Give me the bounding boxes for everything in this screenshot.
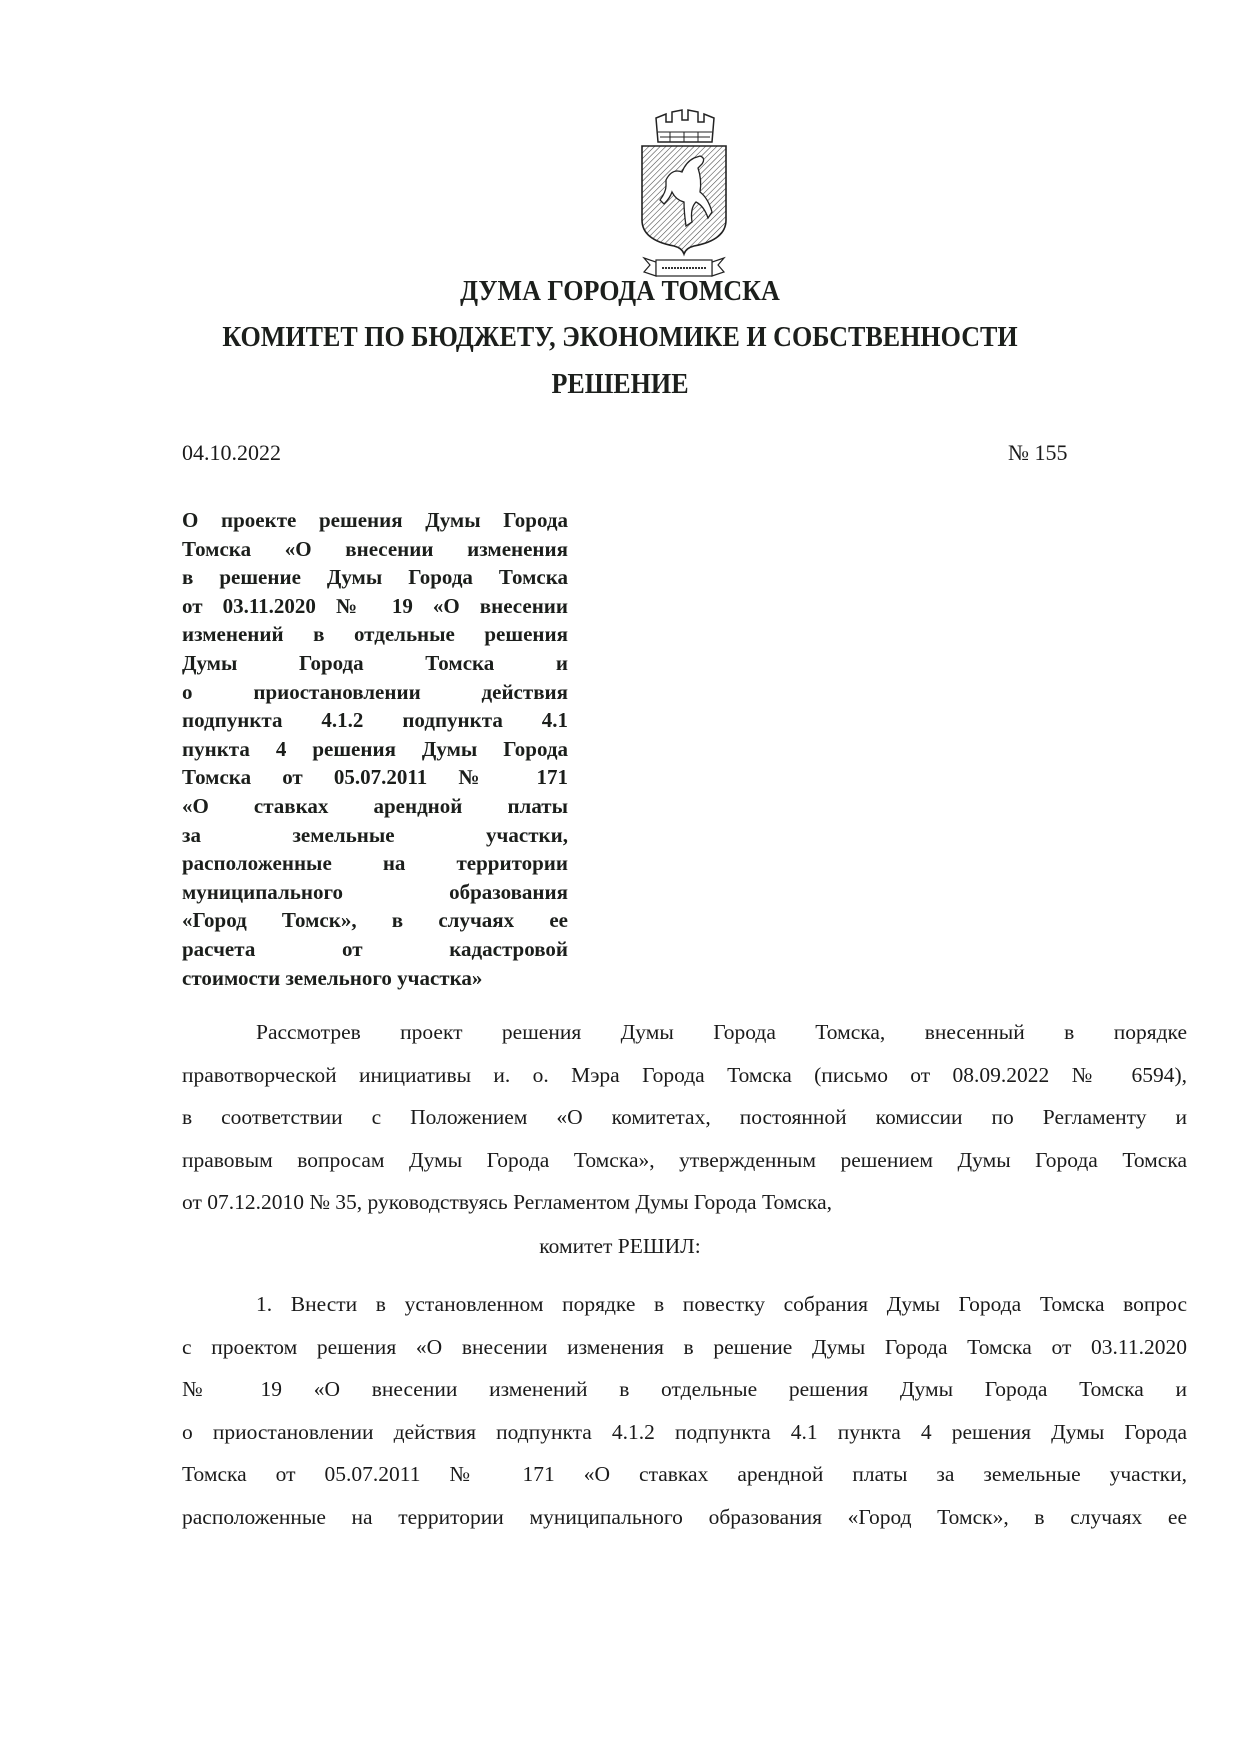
paragraph-line: правовым вопросам Думы Города Томска», утвержденным решением Думы Города Томска [182, 1147, 1187, 1172]
subject-line: «Город Томск», в случаях ее [182, 908, 568, 933]
paragraph-line: Томска от 05.07.2011 № 171 «О ставках арендной платы за земельные участки, [182, 1462, 1187, 1487]
resolved-label: комитет РЕШИЛ: [539, 1234, 701, 1258]
preamble-paragraph [182, 1011, 1187, 1224]
paragraph-line: с проектом решения «О внесении изменения в решение Думы Города Томска от 03.11.2020 [182, 1334, 1187, 1359]
subject-line: расчета от кадастровой [182, 936, 568, 961]
paragraph-line: Рассмотрев проект решения Думы Города Томска, внесенный в порядке [256, 1020, 1187, 1044]
committee-title: КОМИТЕТ ПО БЮДЖЕТУ, ЭКОНОМИКЕ И СОБСТВЕННОСТИ [222, 322, 1018, 353]
subject-line: стоимости земельного участка» [182, 965, 483, 990]
paragraph-line: 1. Внести в установленном порядке в повестку собрания Думы Города Томска вопрос [256, 1292, 1187, 1316]
document-number: № 155 [1008, 440, 1068, 465]
subject-line: от 03.11.2020 № 19 «О внесении [182, 593, 568, 618]
subject-line: изменений в отдельные решения [182, 622, 568, 647]
document-date: 04.10.2022 [182, 440, 281, 465]
subject-line: «О ставках арендной платы [182, 793, 568, 818]
coat-of-arms-icon [636, 108, 732, 280]
paragraph-line: о приостановлении действия подпункта 4.1.2 подпункта 4.1 пункта 4 решения Думы Города [182, 1419, 1187, 1444]
subject-line: Думы Города Томска и [182, 650, 568, 675]
subject-line: подпункта 4.1.2 подпункта 4.1 [182, 708, 568, 733]
paragraph-line: в соответствии с Положением «О комитетах, постоянной комиссии по Регламенту и [182, 1105, 1187, 1130]
document-type-title: РЕШЕНИЕ [551, 369, 689, 400]
paragraph-line: от 07.12.2010 № 35, руководствуясь Регламентом Думы Города Томска, [182, 1190, 833, 1215]
organization-title: ДУМА ГОРОДА ТОМСКА [460, 276, 780, 307]
subject-line: пункта 4 решения Думы Города [182, 736, 568, 761]
subject-line: о приостановлении действия [182, 679, 568, 704]
subject-line: расположенные на территории [182, 851, 568, 876]
date-number-row [182, 440, 1187, 470]
paragraph-line: правотворческой инициативы и. о. Мэра Города Томска (письмо от 08.09.2022 № 6594), [182, 1062, 1187, 1087]
subject-line: за земельные участки, [182, 822, 568, 847]
subject-heading [182, 506, 568, 992]
subject-line: Томска от 05.07.2011 № 171 [182, 765, 568, 790]
subject-line: О проекте решения Думы Города [182, 508, 568, 532]
paragraph-line: № 19 «О внесении изменений в отдельные решения Думы Города Томска и [182, 1377, 1187, 1402]
paragraph-line: расположенные на территории муниципального образования «Город Томск», в случаях ее [182, 1504, 1187, 1529]
subject-line: в решение Думы Города Томска [182, 565, 568, 590]
subject-line: муниципального образования [182, 879, 568, 904]
subject-line: Томска «О внесении изменения [182, 536, 568, 561]
resolution-item-1 [182, 1283, 1187, 1539]
